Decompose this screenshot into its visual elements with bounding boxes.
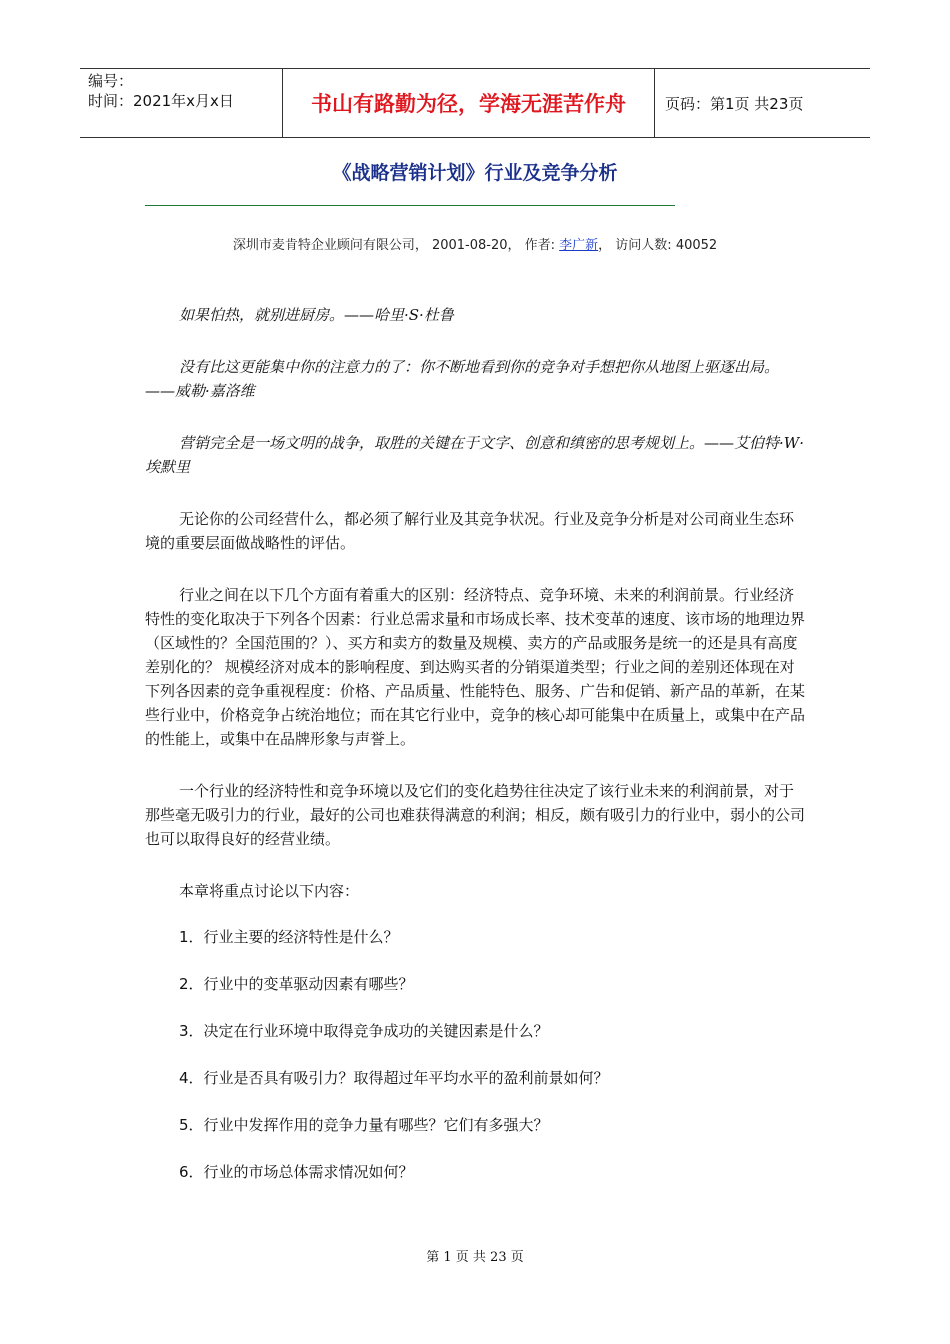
header-page-info: 页码：第1页 共23页 bbox=[665, 94, 804, 113]
list-item: 5．行业中发挥作用的竞争力量有哪些？它们有多强大？ bbox=[179, 1116, 549, 1134]
author-link[interactable]: 李广新 bbox=[559, 238, 599, 253]
paragraph-2: 行业之间在以下几个方面有着重大的区别：经济特点、竞争环境、未来的利润前景。行业经济特性的变化取决于下列各个因素：行业总需求量和市场成长率、技术变革的速度、该市场的地理边界（区域性的？全国范围的？）、买方和卖方的数量及规模、卖方的产品或服务是统一的还是具有高度差别化的？ 规模经济对成本的影响程度、到达购买者的分销渠道类型；行业之间的差别还体现在对下列各因素的竞争重视程度：价格、产品质量、性能特色、服务、广告和促销、新产品的革新，在某些行业中，价格竞争占统治地位；而在其它行业中，竞争的核心却可能集中在质量上，或集中在产品的性能上，或集中在品牌形象与声誉上。 bbox=[145, 586, 806, 748]
quote-2: 没有比这更能集中你的注意力的了：你不断地看到你的竞争对手想把你从地图上驱逐出局。——威勒·嘉洛维 bbox=[145, 358, 780, 400]
meta-visitors: ， 访问人数: 40052 bbox=[598, 238, 718, 253]
meta-source-date: 深圳市麦肯特企业顾问有限公司， 2001-08-20， 作者: bbox=[232, 238, 560, 253]
header-meta-cell bbox=[80, 69, 282, 137]
article-title: 《战略营销计划》行业及竞争分析 bbox=[332, 162, 618, 184]
list-item: 3．决定在行业环境中取得竞争成功的关键因素是什么？ bbox=[179, 1022, 549, 1040]
list-item: 2．行业中的变革驱动因素有哪些？ bbox=[179, 975, 414, 993]
list-item: 6．行业的市场总体需求情况如何？ bbox=[179, 1163, 414, 1181]
list-item: 1．行业主要的经济特性是什么？ bbox=[179, 928, 399, 946]
document-time-label: 时间：2021年x月x日 bbox=[88, 92, 234, 110]
paragraph-4: 本章将重点讨论以下内容： bbox=[179, 882, 360, 900]
page-footer: 第 1 页 共 23 页 bbox=[426, 1250, 524, 1265]
header-motto: 书山有路勤为径，学海无涯苦作舟 bbox=[282, 69, 655, 137]
article-meta bbox=[0, 234, 950, 253]
quote-1: 如果怕热，就别进厨房。——哈里·S·杜鲁 bbox=[179, 306, 454, 324]
paragraph-3: 一个行业的经济特性和竞争环境以及它们的变化趋势往往决定了该行业未来的利润前景，对于那些毫无吸引力的行业，最好的公司也难获得满意的利润；相反，颇有吸引力的行业中，弱小的公司也可以取得良好的经营业绩。 bbox=[145, 782, 806, 848]
paragraph-1: 无论你的公司经营什么，都必须了解行业及其竞争状况。行业及竞争分析是对公司商业生态环境的重要层面做战略性的评估。 bbox=[145, 510, 795, 552]
article-body bbox=[145, 303, 805, 1207]
header-table bbox=[80, 68, 870, 138]
quote-3: 营销完全是一场文明的战争，取胜的关键在于文字、创意和缜密的思考规划上。——艾伯特·W·埃默里 bbox=[145, 434, 804, 476]
title-divider bbox=[145, 205, 675, 206]
list-item: 4．行业是否具有吸引力？取得超过年平均水平的盈利前景如何？ bbox=[179, 1069, 609, 1087]
document-number-label: 编号： bbox=[88, 72, 134, 90]
